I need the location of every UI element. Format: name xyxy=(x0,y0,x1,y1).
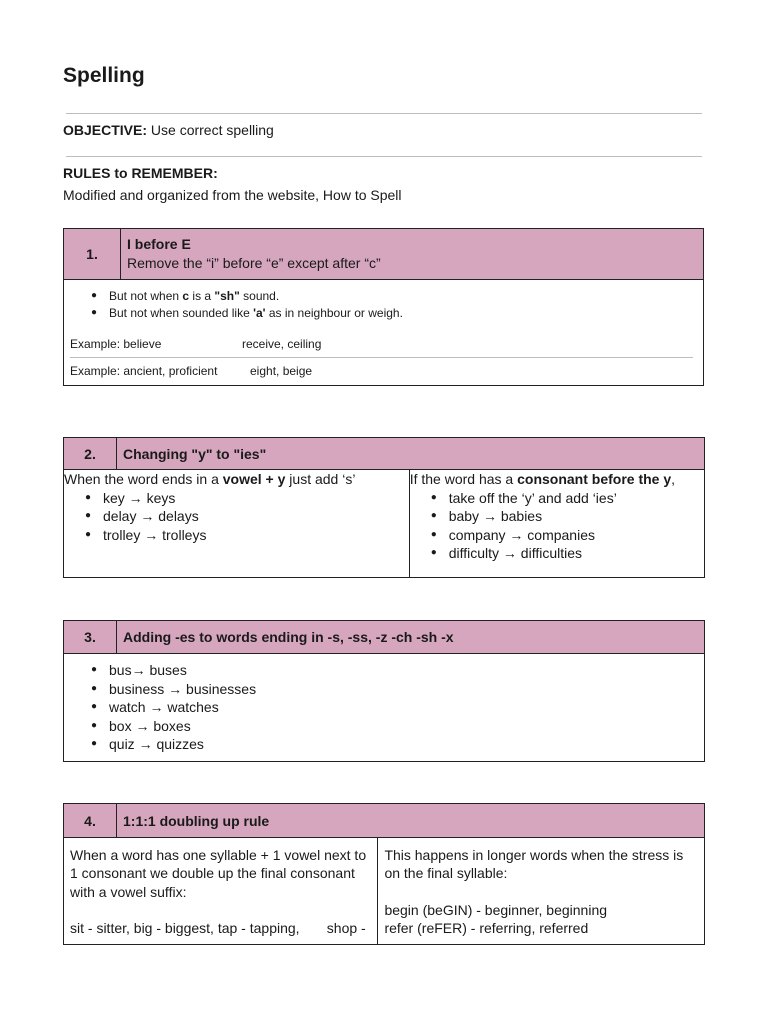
list-item: ● box → boxes xyxy=(64,717,704,736)
rule-1-example-2 xyxy=(64,358,703,385)
rule-4-left-examples: sit - sitter, big - biggest, tap - tapping, shop - xyxy=(70,920,366,937)
rule-2-title: Changing "y" to "ies" xyxy=(117,438,705,470)
list-item: ● But not when sounded like 'a' as in neighbour or weigh. xyxy=(64,305,703,322)
rule-2-left xyxy=(64,470,410,578)
list-item: ● key → keys xyxy=(58,489,409,508)
rule-2-number: 2. xyxy=(64,438,117,470)
rule-1-bullets xyxy=(64,288,703,321)
rule-4-left-text: When a word has one syllable + 1 vowel next to 1 consonant we double up the final consonant with a vowel suffix: xyxy=(70,847,367,900)
rule-4-table xyxy=(63,803,705,945)
objective-line xyxy=(63,122,274,138)
rule-3-title: Adding -es to words ending in -s, -ss, -z -ch -sh -x xyxy=(117,621,705,654)
list-item: ● delay → delays xyxy=(58,507,409,526)
example-1-left: Example: believe xyxy=(70,337,162,351)
rule-4-number: 4. xyxy=(64,804,117,838)
rule-3-number: 3. xyxy=(64,621,117,654)
example-2-left: Example: ancient, proficient xyxy=(70,364,218,378)
rule-1-title: I before E xyxy=(127,236,191,252)
rule-2-left-list xyxy=(58,489,409,545)
objective-label: OBJECTIVE: xyxy=(63,122,148,138)
list-item: ● quiz → quizzes xyxy=(64,735,704,754)
list-item: ● business → businesses xyxy=(64,680,704,699)
list-item: ● watch → watches xyxy=(64,698,704,717)
list-item: ● baby → babies xyxy=(404,507,704,526)
rule-4-right xyxy=(378,838,705,945)
rule-4-title: 1:1:1 doubling up rule xyxy=(117,804,705,838)
rule-4-right-line-1: begin (beGIN) - beginner, beginning xyxy=(384,901,608,918)
rule-1-subtitle: Remove the “i” before “e” except after “c” xyxy=(127,255,381,271)
rules-source: Modified and organized from the website, How to Spell xyxy=(63,187,402,203)
rules-heading: RULES to REMEMBER: xyxy=(63,165,218,181)
list-item: ● bus→ buses xyxy=(64,661,704,680)
rule-2-table xyxy=(63,437,705,578)
rule-1-example-1 xyxy=(64,337,703,357)
list-item: ● difficulty → difficulties xyxy=(404,544,704,563)
divider xyxy=(66,156,702,157)
list-item: ● trolley → trolleys xyxy=(58,526,409,545)
rule-4-right-line-2: refer (reFER) - referring, referred xyxy=(384,920,589,937)
example-2-right: eight, beige xyxy=(250,364,313,378)
rule-1-number: 1. xyxy=(64,229,121,280)
rule-2-right xyxy=(409,470,704,578)
rule-4-left xyxy=(64,838,378,945)
rule-3-table xyxy=(63,620,705,762)
example-1-right: receive, ceiling xyxy=(242,337,322,351)
rule-4-right-text: This happens in longer words when the stress is on the final syllable: xyxy=(384,847,684,882)
objective-text: Use correct spelling xyxy=(147,122,274,138)
page-title: Spelling xyxy=(63,64,145,87)
list-item: ● company → companies xyxy=(404,526,704,545)
rule-1-body xyxy=(64,280,704,386)
rule-3-body xyxy=(64,654,705,762)
rule-2-right-list xyxy=(404,489,704,563)
rule-2-left-intro: When the word ends in a vowel + y just add ‘s’ xyxy=(64,471,356,487)
list-item: ● But not when c is a "sh" sound. xyxy=(64,288,703,305)
rule-3-list xyxy=(64,661,704,754)
rule-1-table xyxy=(63,228,704,386)
list-item: ● take off the ‘y’ and add ‘ies’ xyxy=(404,489,704,508)
divider xyxy=(66,113,702,114)
rule-2-right-intro: If the word has a consonant before the y, xyxy=(409,471,676,487)
rule-1-header xyxy=(121,229,704,280)
